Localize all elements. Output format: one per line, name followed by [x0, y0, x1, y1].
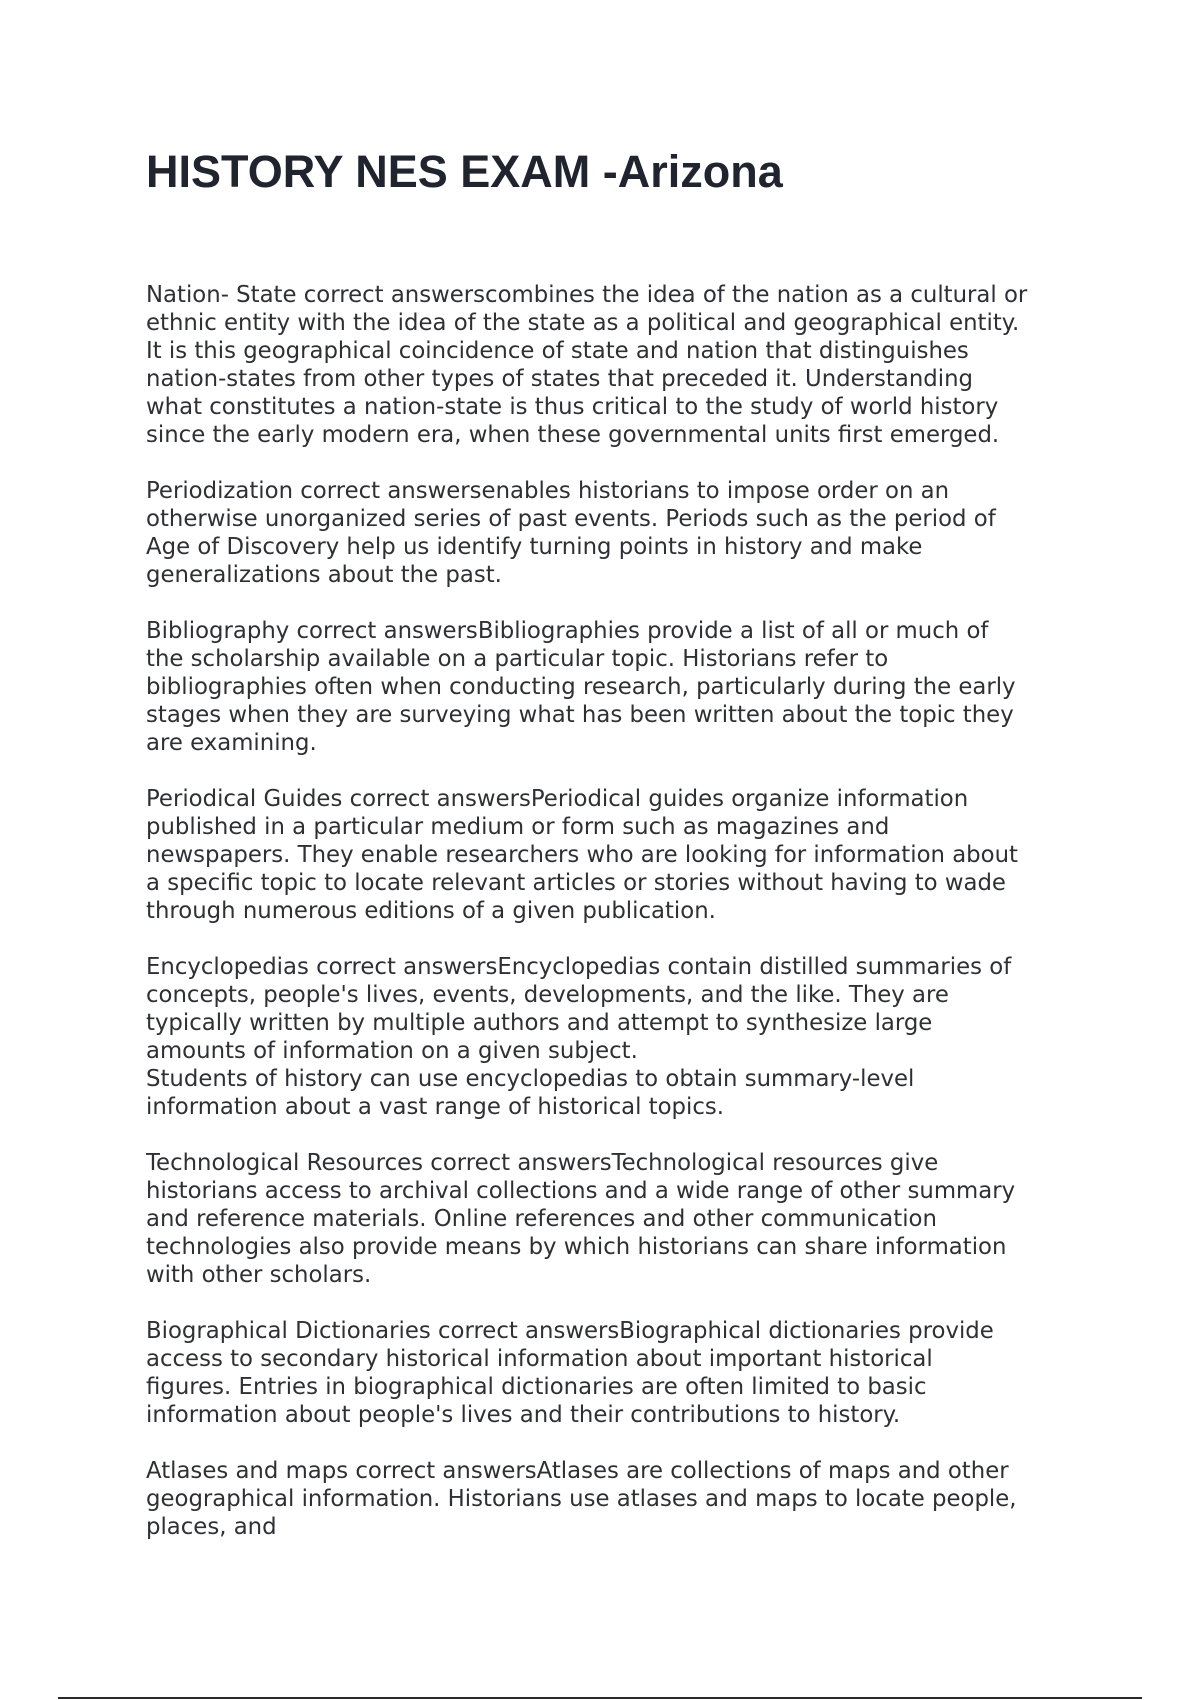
- document-body: [146, 281, 1086, 1541]
- entry-line: ethnic entity with the idea of the state as a political and geographical entity.: [146, 310, 1020, 336]
- entry-line: It is this geographical coincidence of state and nation that distinguishes: [146, 338, 969, 364]
- entry-atlases-and-maps: [146, 1457, 1086, 1541]
- entry-line: bibliographies often when conducting research, particularly during the early: [146, 674, 1016, 700]
- entry-line: since the early modern era, when these governmental units first emerged.: [146, 422, 1000, 448]
- entry-line: figures. Entries in biographical dictionaries are often limited to basic: [146, 1374, 927, 1400]
- paragraph-gap: [146, 449, 1086, 477]
- entry-line: access to secondary historical information about important historical: [146, 1346, 933, 1372]
- entry-line: Periodization correct answersenables historians to impose order on an: [146, 478, 950, 504]
- entry-line: Bibliography correct answersBibliographies provide a list of all or much of: [146, 618, 989, 644]
- paragraph-gap: [146, 757, 1086, 785]
- entry-nation-state: [146, 281, 1086, 449]
- paragraph-gap: [146, 925, 1086, 953]
- entry-line: amounts of information on a given subject.: [146, 1038, 638, 1064]
- entry-line: Students of history can use encyclopedias to obtain summary-level: [146, 1066, 915, 1092]
- entry-line: information about people's lives and their contributions to history.: [146, 1402, 901, 1428]
- entry-biographical-dictionaries: [146, 1317, 1086, 1429]
- entry-line: geographical information. Historians use atlases and maps to locate people,: [146, 1486, 1017, 1512]
- entry-line: Atlases and maps correct answersAtlases are collections of maps and other: [146, 1458, 1009, 1484]
- entry-line: the scholarship available on a particular topic. Historians refer to: [146, 646, 889, 672]
- entry-line: with other scholars.: [146, 1262, 372, 1288]
- entry-line: technologies also provide means by which historians can share information: [146, 1234, 1007, 1260]
- entry-line: typically written by multiple authors and attempt to synthesize large: [146, 1010, 933, 1036]
- entry-line: concepts, people's lives, events, developments, and the like. They are: [146, 982, 949, 1008]
- entry-line: through numerous editions of a given publication.: [146, 898, 716, 924]
- paragraph-gap: [146, 589, 1086, 617]
- entry-technological-resources: [146, 1149, 1086, 1289]
- entry-encyclopedias: [146, 953, 1086, 1121]
- entry-line: otherwise unorganized series of past events. Periods such as the period of: [146, 506, 996, 532]
- entry-line: places, and: [146, 1514, 277, 1540]
- footer-divider: [58, 1697, 1142, 1699]
- entry-line: Biographical Dictionaries correct answersBiographical dictionaries provide: [146, 1318, 994, 1344]
- entry-line: nation-states from other types of states that preceded it. Understanding: [146, 366, 974, 392]
- entry-line: Age of Discovery help us identify turning points in history and make: [146, 534, 923, 560]
- entry-line: Technological Resources correct answersTechnological resources give: [146, 1150, 939, 1176]
- paragraph-gap: [146, 1289, 1086, 1317]
- entry-line: Encyclopedias correct answersEncyclopedias contain distilled summaries of: [146, 954, 1012, 980]
- entry-periodical-guides: [146, 785, 1086, 925]
- entry-line: information about a vast range of historical topics.: [146, 1094, 725, 1120]
- entry-line: newspapers. They enable researchers who are looking for information about: [146, 842, 1018, 868]
- document-title: HISTORY NES EXAM -Arizona: [146, 146, 783, 197]
- entry-line: generalizations about the past.: [146, 562, 502, 588]
- entry-line: published in a particular medium or form such as magazines and: [146, 814, 890, 840]
- paragraph-gap: [146, 1121, 1086, 1149]
- entry-line: are examining.: [146, 730, 317, 756]
- paragraph-gap: [146, 1429, 1086, 1457]
- entry-line: historians access to archival collections and a wide range of other summary: [146, 1178, 1016, 1204]
- entry-line: and reference materials. Online references and other communication: [146, 1206, 937, 1232]
- entry-line: a specific topic to locate relevant articles or stories without having to wade: [146, 870, 1006, 896]
- entry-periodization: [146, 477, 1086, 589]
- entry-line: Periodical Guides correct answersPeriodical guides organize information: [146, 786, 969, 812]
- entry-bibliography: [146, 617, 1086, 757]
- entry-line: what constitutes a nation-state is thus critical to the study of world history: [146, 394, 999, 420]
- entry-line: stages when they are surveying what has been written about the topic they: [146, 702, 1014, 728]
- entry-line: Nation- State correct answerscombines the idea of the nation as a cultural or: [146, 282, 1028, 308]
